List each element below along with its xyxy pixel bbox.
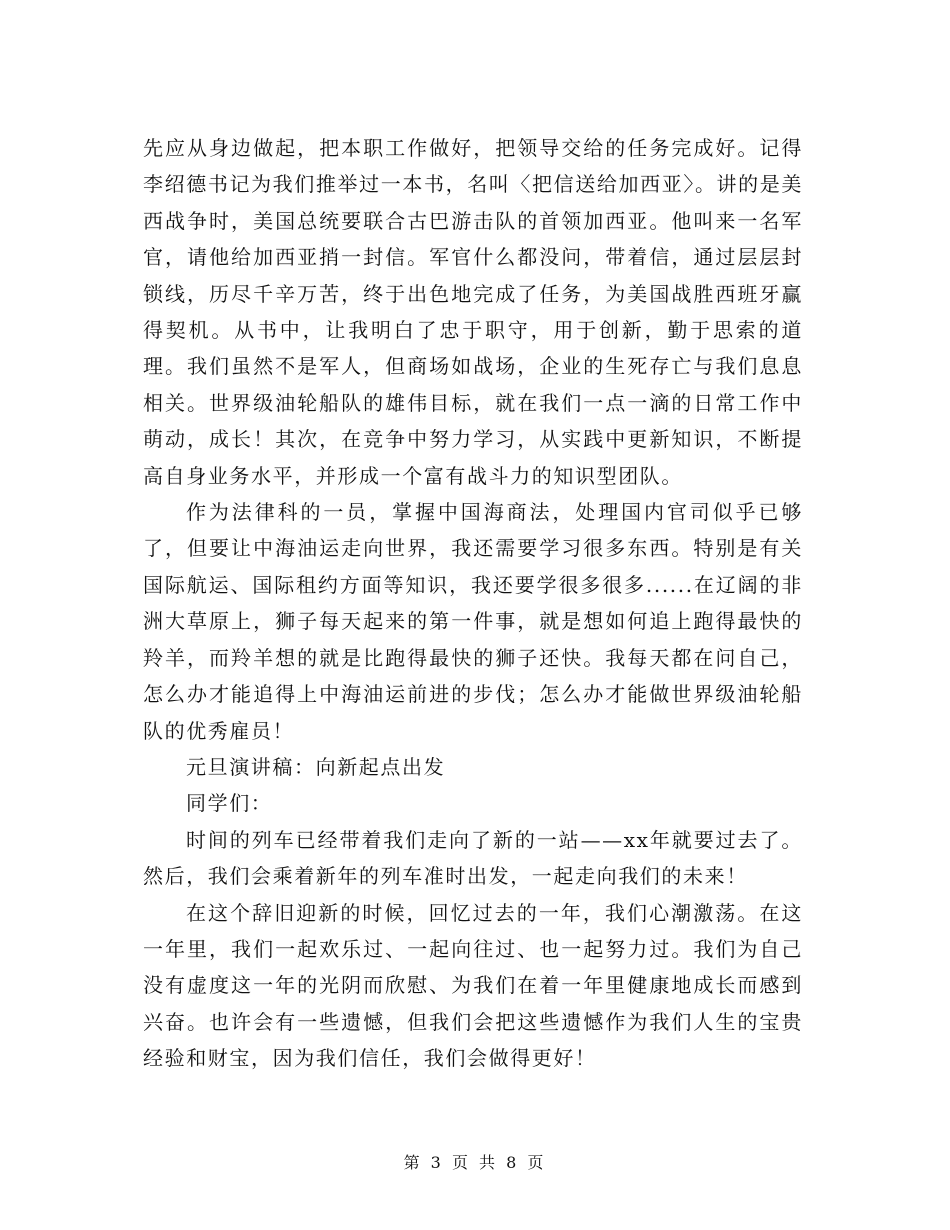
- speech-title: 元旦演讲稿：向新起点出发: [186, 754, 446, 779]
- speech-salutation: 同学们：: [186, 791, 273, 816]
- paragraph-continued: 先应从身边做起，把本职工作做好，把领导交给的任务完成好。记得李绍德书记为我们推举过一本书，名叫〈把信送给加西亚〉。讲的是美西战争时，美国总统要联合古巴游击队的首领加西亚。他叫来一名军官，请他给加西亚捎一封信。军官什么都没问，带着信，通过层层封锁线，历尽千辛万苦，终于出色地完成了任务，为美国战胜西班牙赢得契机。从书中，让我明白了忠于职守，用于创新，勤于思索的道理。我们虽然不是军人，但商场如战场，企业的生死存亡与我们息息相关。世界级油轮船队的雄伟目标，就在我们一点一滴的日常工作中萌动，成长！其次，在竞争中努力学习，从实践中更新知识，不断提高自身业务水平，并形成一个富有战斗力的知识型团队。: [143, 136, 803, 488]
- paragraph-new-year-train: 时间的列车已经带着我们走向了新的一站——xx年就要过去了。然后，我们会乘着新年的列车准时出发，一起走向我们的未来！: [143, 827, 803, 889]
- page-footer: 第 3 页 共 8 页: [403, 1153, 547, 1172]
- paragraph-legal-department: 作为法律科的一员，掌握中国海商法，处理国内官司似乎已够了，但要让中海油运走向世界，我还需要学习很多东西。特别是有关国际航运、国际租约方面等知识，我还要学很多很多......在辽阔的非洲大草原上，狮子每天起来的第一件事，就是想如何追上跑得最快的羚羊，而羚羊想的就是比跑得最快的狮子还快。我每天都在问自己，怎么办才能追得上中海油运前进的步伐；怎么办才能做世界级油轮船队的优秀雇员！: [143, 500, 803, 743]
- document-body: [143, 130, 803, 1077]
- paragraph-reflection: 在这个辞旧迎新的时候，回忆过去的一年，我们心潮激荡。在这一年里，我们一起欢乐过、一起向往过、也一起努力过。我们为自己没有虚度这一年的光阴而欣慰、为我们在着一年里健康地成长而感到兴奋。也许会有一些遗憾，但我们会把这些遗憾作为我们人生的宝贵经验和财宝，因为我们信任，我们会做得更好！: [143, 900, 803, 1071]
